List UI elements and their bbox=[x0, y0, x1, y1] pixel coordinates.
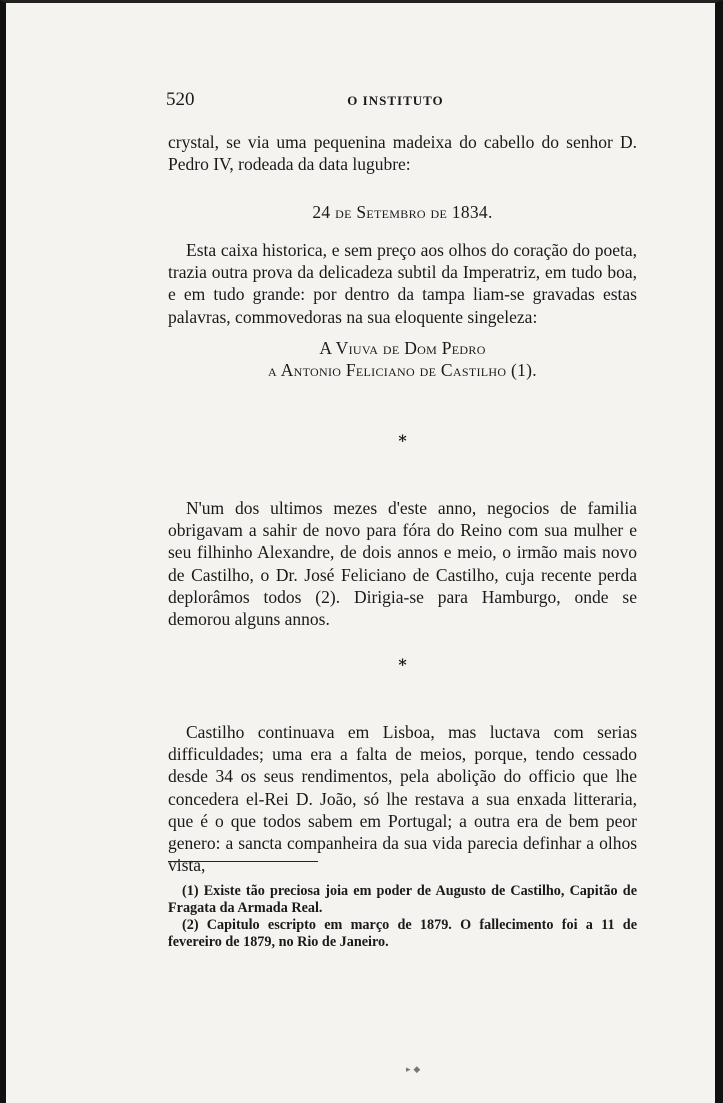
section-separator: * bbox=[398, 431, 407, 450]
section-separator: * bbox=[398, 655, 407, 674]
inscription-line-2: a Antonio Feliciano de Castilho (1). bbox=[268, 360, 537, 380]
paragraph-continued: crystal, se via uma pequenina madeixa do cabello do senhor D. Pedro IV, rodeada da data lugubre: bbox=[168, 132, 637, 175]
footnote-2: (2) Capitulo escripto em março de 1879. O fallecimento foi a 11 de fevereiro de 1879, no Rio de Janeiro. bbox=[168, 917, 637, 950]
inscription-line-1: A Viuva de Dom Pedro bbox=[319, 338, 486, 358]
paragraph-ultimos: N'um dos ultimos mezes d'este anno, negocios de familia obrigavam a sahir de novo para fóra do Reino com sua mulher e seu filhinho Alexandre, de dois annos e meio, o irmão mais novo de Castilho, o Dr. José Feliciano de Castilho, cuja recente perda deplorâmos todos (2). Dirigia-se para Hamburgo, onde se demorou alguns annos. bbox=[168, 498, 637, 630]
paragraph-caixa: Esta caixa historica, e sem preço aos olhos do coração do poeta, trazia outra prova da delicadeza subtil da Imperatriz, em tudo boa, e em tudo grande: por dentro da tampa liam-se gravadas estas palavras, commovedoras na sua eloquente singeleza: bbox=[168, 240, 637, 327]
footnote-1: (1) Existe tão preciosa joia em poder de Augusto de Castilho, Capitão de Fragata da Armada Real. bbox=[168, 883, 637, 916]
footnote-rule bbox=[168, 861, 318, 862]
scan-speck-decoration: ▸ ◆ bbox=[406, 1065, 421, 1075]
page-number: 520 bbox=[166, 89, 195, 110]
paragraph-lisboa: Castilho continuava em Lisboa, mas luctava com serias difficuldades; uma era a falta de meios, porque, tendo cessado desde 34 os seus rendimentos, pela abolição do officio que lhe concedera el-Rei D. João, só lhe restava a sua enxada litteraria, que é o que todos sabem em Portugal; a outra era de bem peor genero: a sancta companheira da sua vida parecia definhar a olhos vista, bbox=[168, 722, 637, 876]
running-title: O INSTITUTO bbox=[347, 93, 444, 108]
date-line: 24 de Setembro de 1834. bbox=[312, 202, 493, 222]
